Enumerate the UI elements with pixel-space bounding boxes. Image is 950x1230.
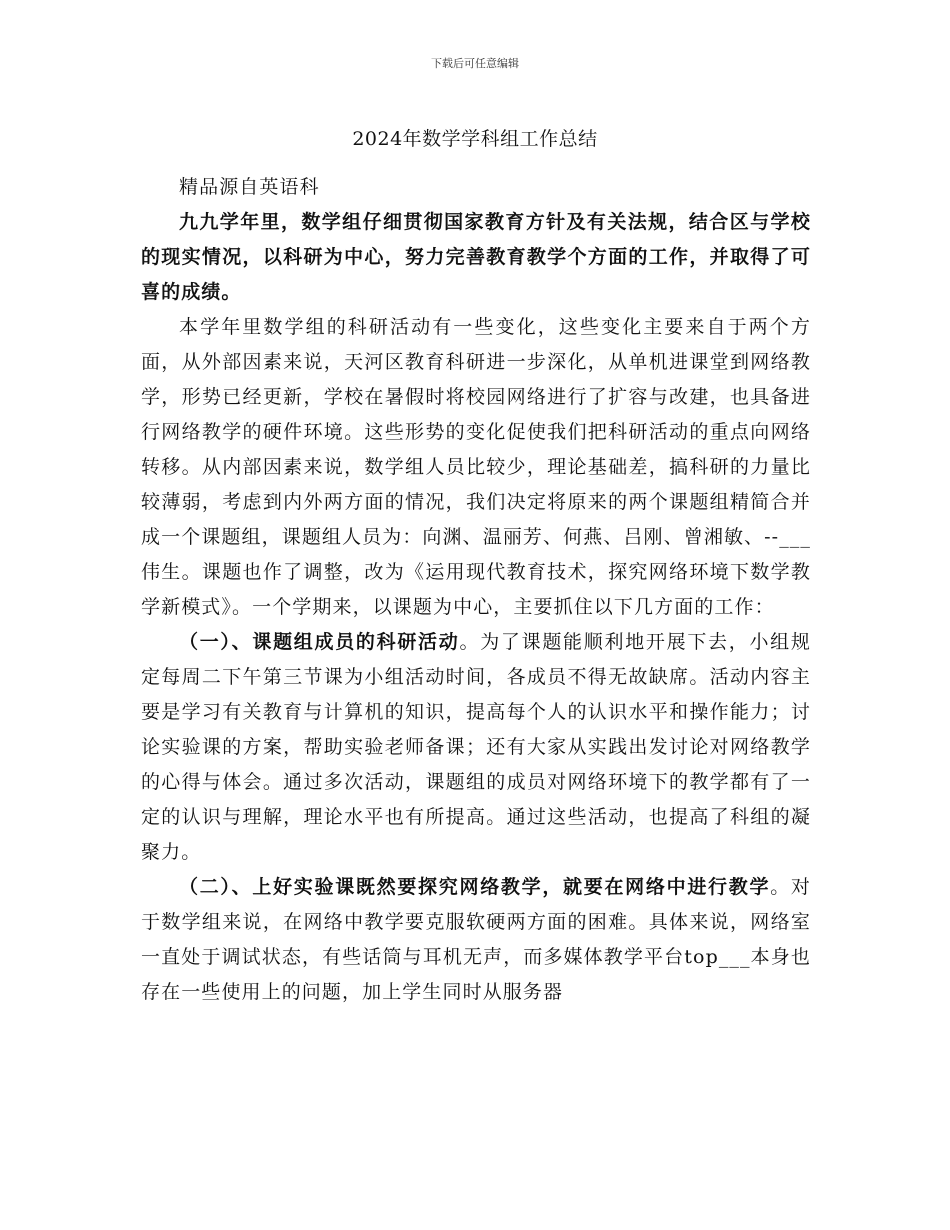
intro-paragraph: 九九学年里，数学组仔细贯彻国家教育方针及有关法规，结合区与学校的现实情况，以科研为中心，努力完善教育教学个方面的工作，并取得了可喜的成绩。: [141, 211, 811, 303]
source-line: 精品源自英语科: [179, 176, 320, 198]
document-title: 2024年数学学科组工作总结: [352, 128, 598, 150]
section-2-heading: （二）、上好实验课既然要探究网络教学，就要在网络中进行教学: [179, 876, 771, 898]
document-body: [141, 170, 811, 1010]
paragraph-1: 本学年里数学组的科研活动有一些变化，这些变化主要来自于两个方面，从外部因素来说，天河区教育科研进一步深化，从单机进课堂到网络教学，形势已经更新，学校在暑假时将校园网络进行了扩容与改建，也具备进行网络教学的硬件环境。这些形势的变化促使我们把科研活动的重点向网络转移。从内部因素来说，数学组人员比较少，理论基础差，搞科研的力量比较薄弱，考虑到内外两方面的情况，我们决定将原来的两个课题组精简合并成一个课题组，课题组人员为：向渊、温丽芳、何燕、吕刚、曾湘敏、--___伟生。课题也作了调整，改为《运用现代教育技术，探究网络环境下数学教学新模式》。一个学期来，以课题为中心，主要抓住以下几方面的工作：: [141, 316, 811, 618]
section-2-text: 。对于数学组来说，在网络中教学要克服软硬两方面的困难。具体来说，网络室一直处于调试状态，有些话筒与耳机无声，而多媒体教学平台top___本身也存在一些使用上的问题，加上学生同时从服务器: [141, 876, 812, 1003]
section-1-heading: （一）、课题组成员的科研活动: [179, 631, 460, 653]
section-1-text: 。为了课题能顺利地开展下去，小组规定每周二下午第三节课为小组活动时间，各成员不得无故缺席。活动内容主要是学习有关教育与计算机的知识，提高每个人的认识水平和操作能力；讨论实验课的方案，帮助实验老师备课；还有大家从实践出发讨论对网络教学的心得与体会。通过多次活动，课题组的成员对网络环境下的教学都有了一定的认识与理解，理论水平也有所提高。通过这些活动，也提高了科组的凝聚力。: [141, 631, 811, 863]
header-note: 下载后可任意编辑: [431, 57, 519, 70]
section-1-paragraph: [141, 625, 811, 870]
section-2-paragraph: [141, 870, 811, 1010]
